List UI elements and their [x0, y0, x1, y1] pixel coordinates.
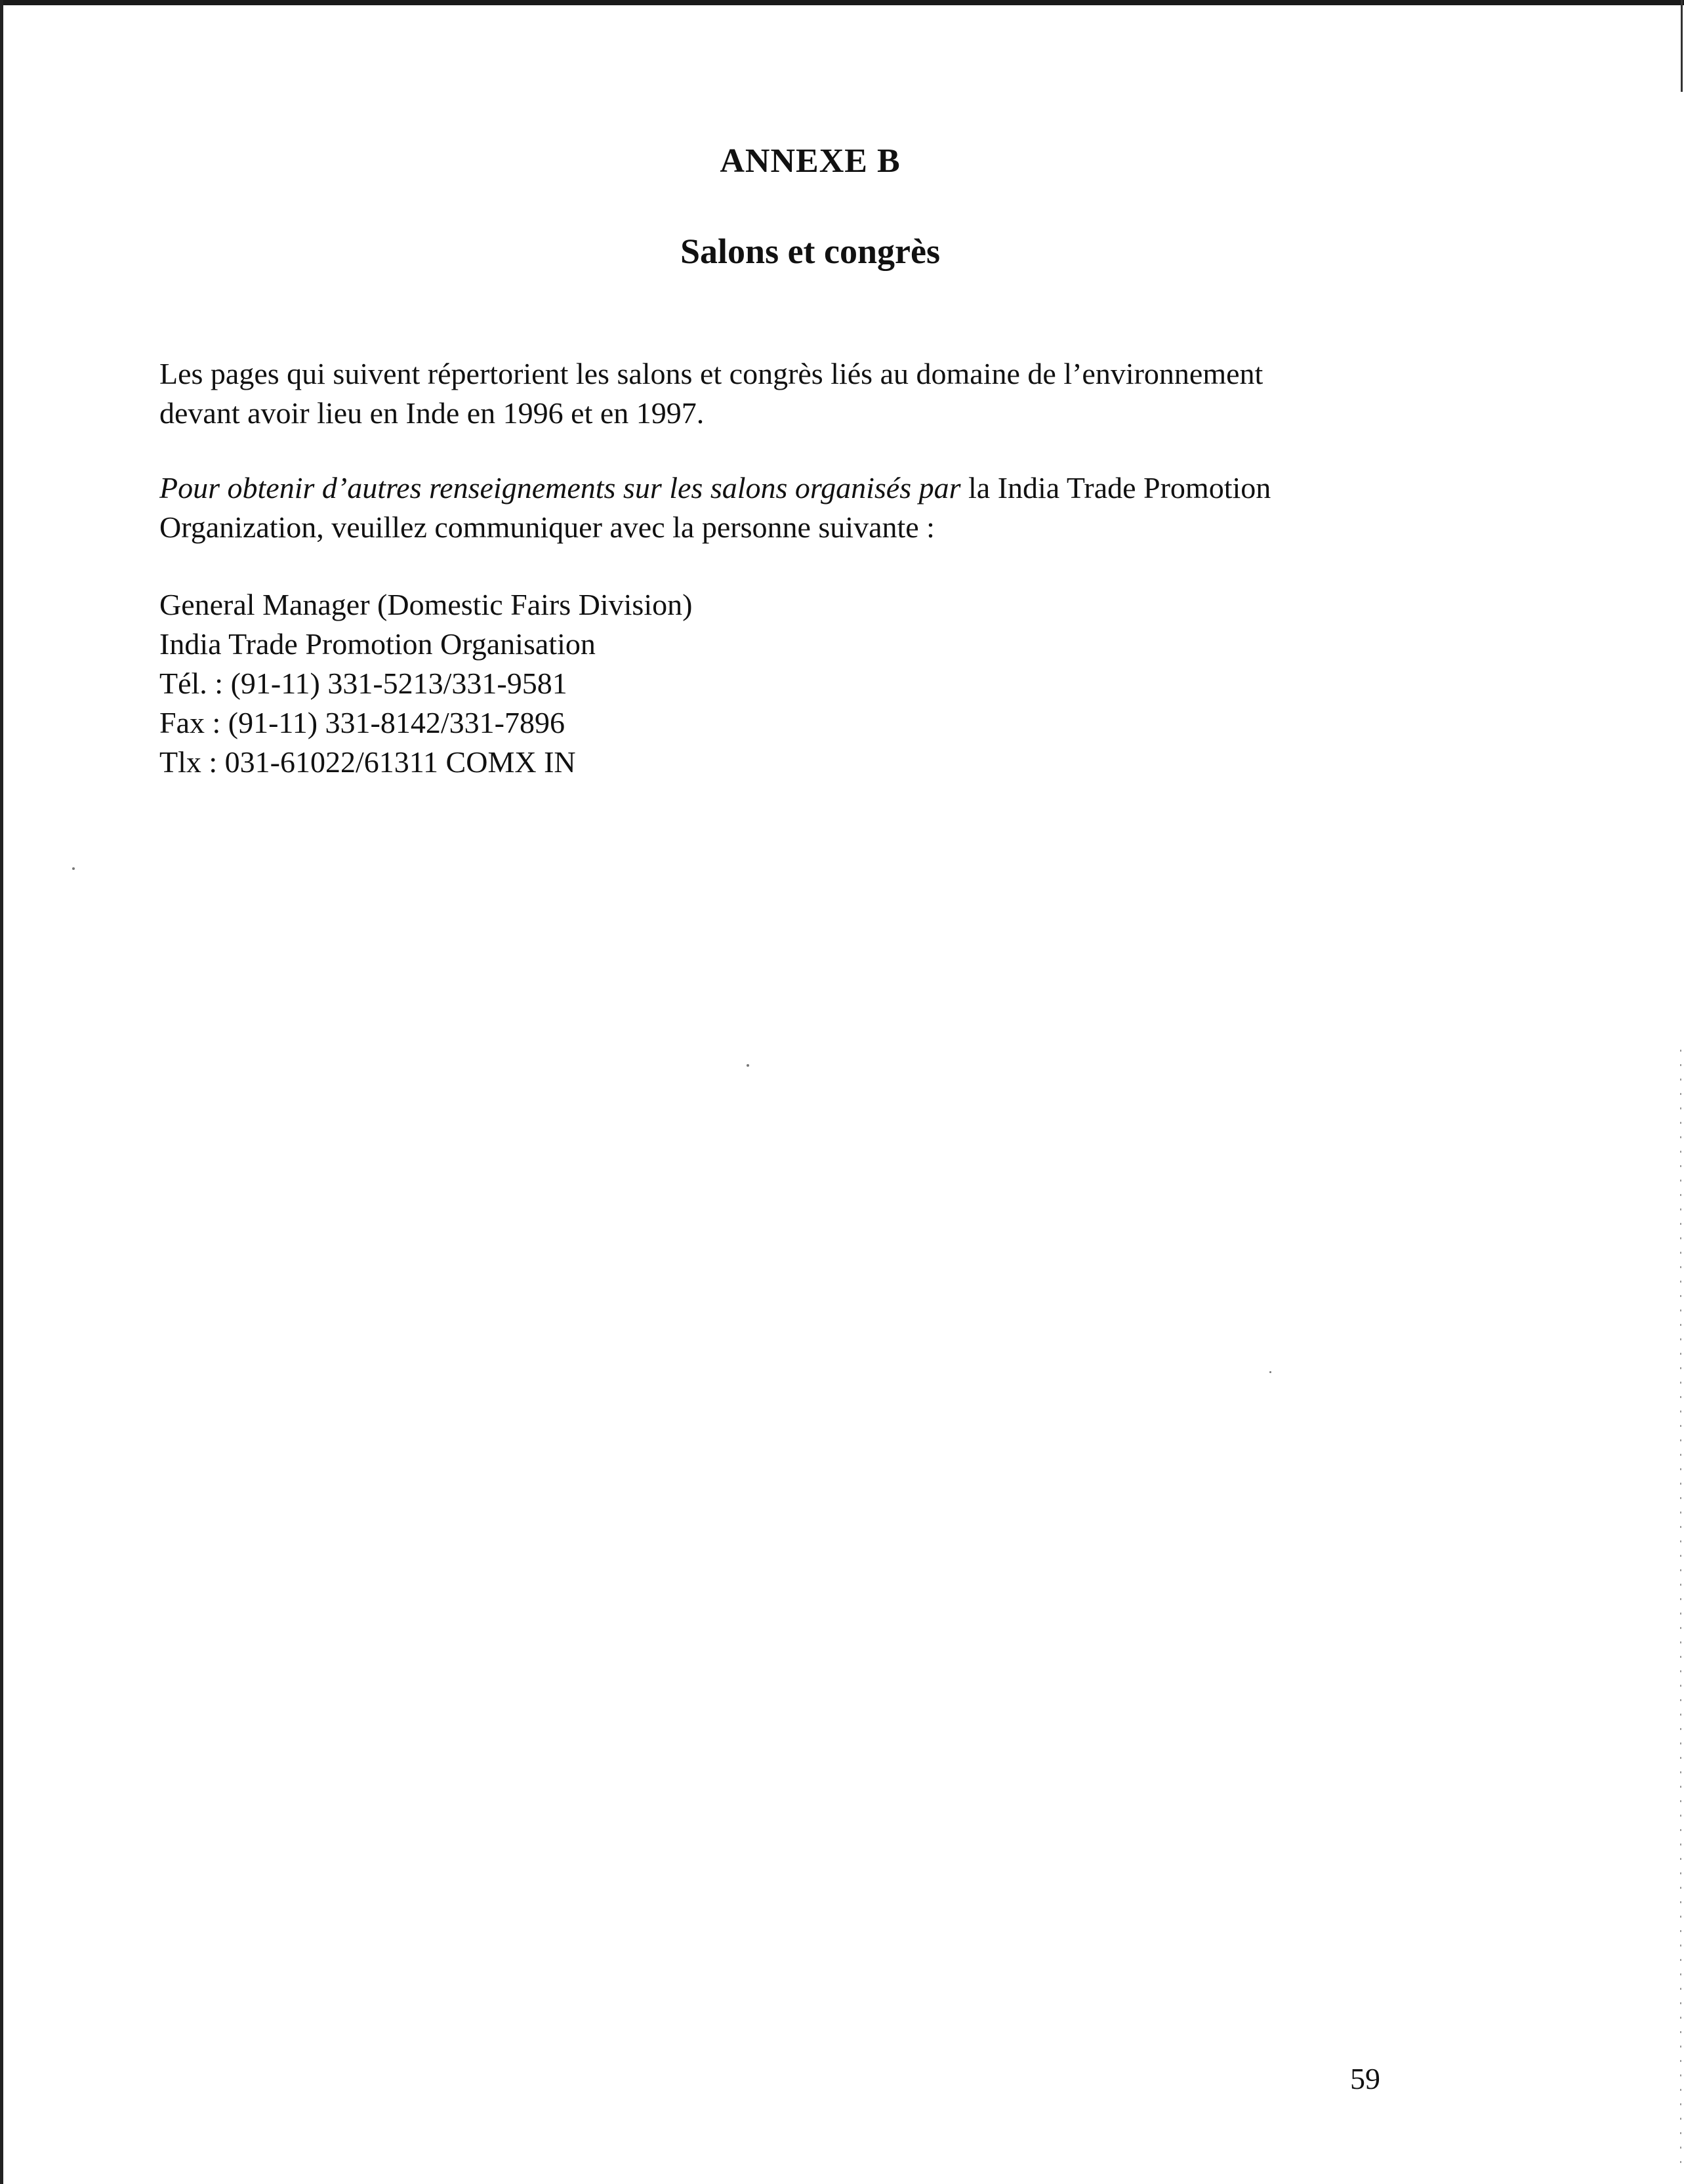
- scan-border-right: [1681, 0, 1683, 92]
- scan-speck: [747, 1064, 749, 1067]
- contact-intro-italic: Pour obtenir d’autres renseignements sur les salons organisés par: [159, 471, 961, 505]
- intro-line-2: devant avoir lieu en Inde en 1996 et en 1997.: [159, 396, 705, 430]
- contact-title: General Manager (Domestic Fairs Division): [159, 588, 693, 621]
- contact-tel: Tél. : (91-11) 331-5213/331-9581: [159, 667, 567, 700]
- contact-intro-paragraph: [159, 468, 1491, 547]
- scan-border-left: [0, 0, 3, 2184]
- contact-tlx: Tlx : 031-61022/61311 COMX IN: [159, 745, 576, 779]
- contact-details: [159, 585, 1491, 782]
- contact-organisation: India Trade Promotion Organisation: [159, 627, 596, 661]
- scan-speck: [72, 867, 75, 870]
- contact-intro-line-1-rest: la India Trade Promotion: [960, 471, 1271, 505]
- intro-paragraph: [159, 354, 1491, 433]
- contact-intro-line-2: Organization, veuillez communiquer avec la personne suivante :: [159, 510, 935, 544]
- intro-line-1: Les pages qui suivent répertorient les salons et congrès liés au domaine de l’environnement: [159, 357, 1263, 390]
- contact-fax: Fax : (91-11) 331-8142/331-7896: [159, 706, 565, 739]
- scan-edge-noise: [1680, 1050, 1681, 2165]
- contact-intro-line-1: [159, 468, 1491, 508]
- page-number: 59: [1350, 2062, 1380, 2095]
- annex-title: ANNEXE B: [720, 142, 901, 180]
- section-title: Salons et congrès: [680, 232, 940, 271]
- scan-speck: [1269, 1371, 1271, 1373]
- scan-border-top: [0, 0, 1684, 5]
